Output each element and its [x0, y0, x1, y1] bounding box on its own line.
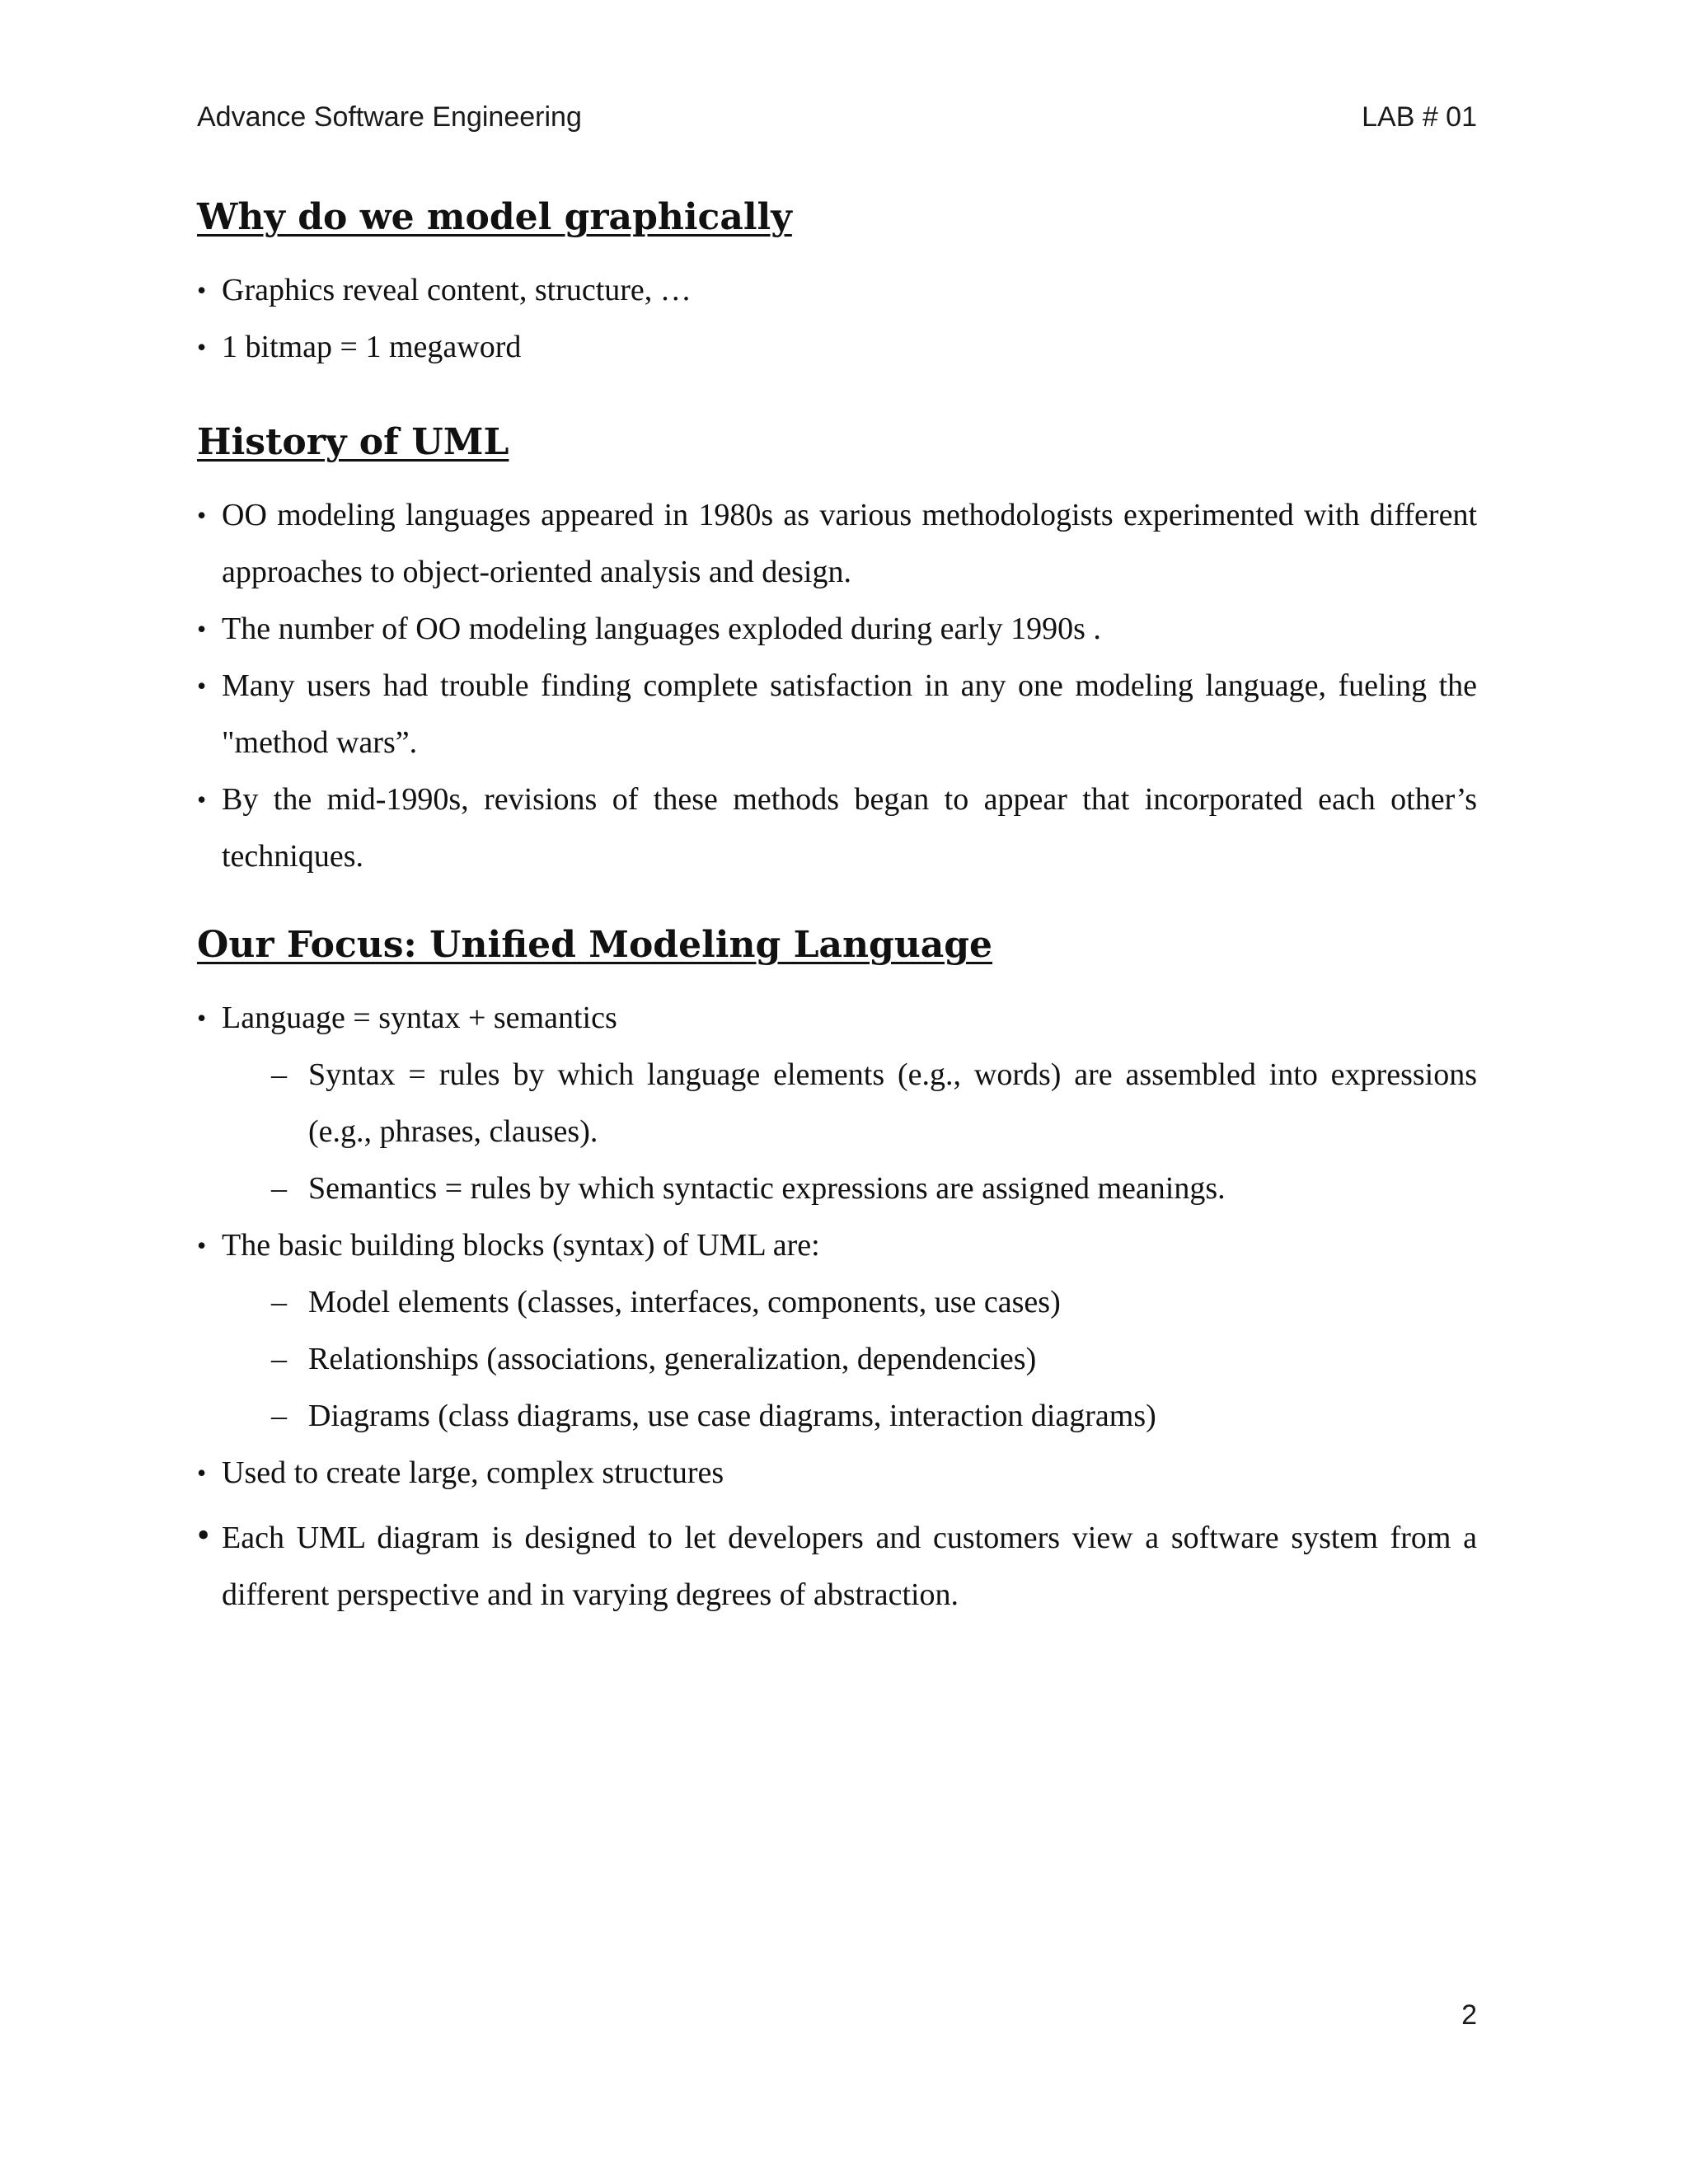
page-number: 2: [1461, 1999, 1477, 2031]
list-item-text: Each UML diagram is designed to let developers and customers view a software system from a different perspective and in varying degrees of abstraction.: [222, 1521, 1477, 1612]
list-item: [197, 771, 1477, 885]
list-item-text: By the mid-1990s, revisions of these methods began to appear that incorporated each other’s techniques.: [222, 782, 1477, 874]
sub-list-item-text: Model elements (classes, interfaces, components, use cases): [308, 1285, 1061, 1319]
bullet-icon: •: [197, 671, 207, 701]
list-item: [197, 319, 1477, 376]
section-history-of-uml: [197, 416, 1477, 885]
list-item-text: OO modeling languages appeared in 1980s as various methodologists experimented with different approaches to object-oriented analysis and design.: [222, 498, 1477, 589]
list-item: [197, 262, 1477, 319]
dash-icon: –: [271, 1057, 287, 1092]
sub-list-item: [222, 1331, 1477, 1388]
sub-list-item-text: Semantics = rules by which syntactic expressions are assigned meanings.: [308, 1171, 1226, 1206]
section-heading: History of UML: [197, 421, 509, 463]
bullet-icon: •: [197, 1003, 207, 1033]
bullet-list: [197, 990, 1477, 1624]
bullet-icon: •: [197, 500, 207, 530]
bullet-icon: •: [197, 1515, 210, 1555]
section-heading: Why do we model graphically: [197, 196, 792, 238]
sub-list-item: [222, 1160, 1477, 1217]
list-item: [197, 601, 1477, 658]
list-item-text: The basic building blocks (syntax) of UML are:: [222, 1228, 820, 1263]
sub-list: [222, 1274, 1477, 1445]
sub-list-item: [222, 1047, 1477, 1160]
list-item-text: Graphics reveal content, structure, …: [222, 273, 692, 307]
list-item-text: Many users had trouble finding complete satisfaction in any one modeling language, fueling the "method wars”.: [222, 668, 1477, 760]
dash-icon: –: [271, 1399, 287, 1433]
list-item-text: The number of OO modeling languages exploded during early 1990s .: [222, 612, 1101, 646]
sub-list-item-text: Diagrams (class diagrams, use case diagrams, interaction diagrams): [308, 1399, 1156, 1433]
dash-icon: –: [271, 1285, 287, 1319]
bullet-list: [197, 487, 1477, 885]
sub-list-item-text: Relationships (associations, generalization, dependencies): [308, 1342, 1037, 1376]
header-title: Advance Software Engineering: [197, 101, 582, 133]
list-item: [197, 1510, 1477, 1624]
bullet-icon: •: [197, 275, 207, 305]
header-lab-number: LAB # 01: [1362, 101, 1477, 133]
list-item-text: Used to create large, complex structures: [222, 1455, 724, 1490]
bullet-list: [197, 262, 1477, 376]
bullet-icon: •: [197, 785, 207, 814]
dash-icon: –: [271, 1342, 287, 1376]
list-item-text: Language = syntax + semantics: [222, 1001, 617, 1035]
bullet-icon: •: [197, 332, 207, 362]
sub-list-item: [222, 1274, 1477, 1331]
list-item: [197, 487, 1477, 601]
section-why-model-graphically: [197, 191, 1477, 376]
list-item: [197, 990, 1477, 1217]
page-content: [197, 191, 1477, 1624]
sub-list-item-text: Syntax = rules by which language elements (e.g., words) are assembled into expressions (e.g., phrases, clauses).: [308, 1057, 1477, 1149]
section-heading: Our Focus: Unified Modeling Language: [197, 924, 993, 966]
section-our-focus-uml: [197, 919, 1477, 1624]
dash-icon: –: [271, 1171, 287, 1206]
sub-list-item: [222, 1388, 1477, 1445]
bullet-icon: •: [197, 614, 207, 644]
bullet-icon: •: [197, 1458, 207, 1488]
list-item-text: 1 bitmap = 1 megaword: [222, 330, 522, 364]
list-item: [197, 658, 1477, 771]
sub-list: [222, 1047, 1477, 1217]
list-item: [197, 1445, 1477, 1502]
list-item: [197, 1217, 1477, 1445]
bullet-icon: •: [197, 1230, 207, 1260]
